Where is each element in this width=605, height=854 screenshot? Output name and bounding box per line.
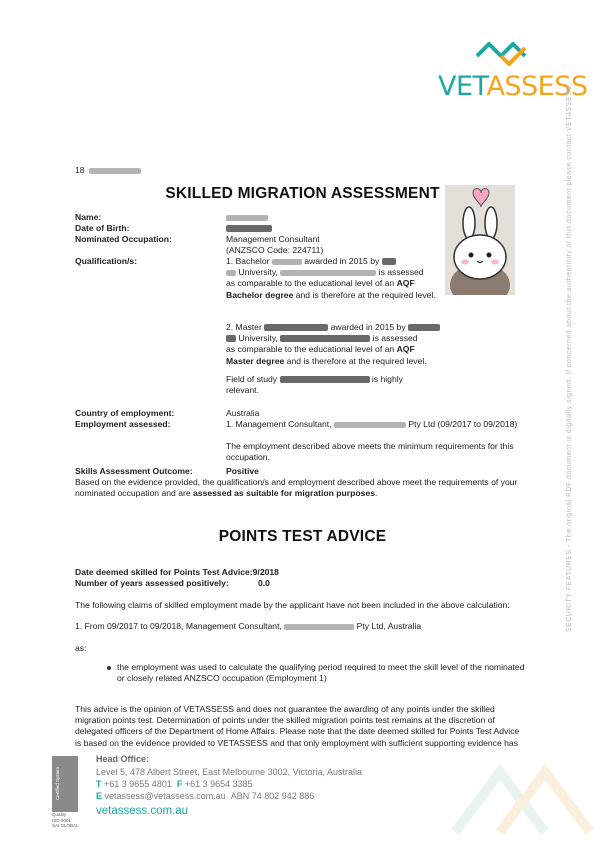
assessment-title: SKILLED MIGRATION ASSESSMENT <box>165 185 440 202</box>
dob-label: Date of Birth: <box>75 223 130 233</box>
employment-label: Employment assessed: <box>75 419 171 429</box>
logo-chevron-icon <box>471 38 541 74</box>
dob-value <box>226 223 272 234</box>
date-skilled: Date deemed skilled for Points Test Advice:9/2018 <box>75 567 279 577</box>
bullet-text: the employment was used to calculate the qualifying period required to meet the skill level of the nominated or closely related ANZSCO occupation (Employment 1) <box>117 662 525 684</box>
document-date: 18 <box>75 165 141 176</box>
qualification-2: 2. Master awarded in 2015 by University, is assessed as comparable to the educational level of an AQF Master degree and is therefore at the required level. <box>226 322 440 367</box>
employment-note: The employment described above meets the minimum requirements for this occupation. <box>226 441 514 463</box>
outcome-value: Positive <box>226 466 259 476</box>
phone-fax: T +61 3 9655 4801 F +61 3 9654 3385 <box>96 779 253 789</box>
occupation-value: Management Consultant <box>226 234 320 244</box>
applicant-photo <box>445 185 515 295</box>
claim-item: 1. From 09/2017 to 09/2018, Management Consultant, Pty Ltd, Australia <box>75 621 422 631</box>
qualification-label: Qualification/s: <box>75 256 138 266</box>
employment-value: 1. Management Consultant, Pty Ltd (09/2017 to 09/2018) <box>226 419 518 429</box>
country-value: Australia <box>226 408 260 418</box>
redacted-date <box>89 168 141 174</box>
head-office-label: Head Office: <box>96 754 150 764</box>
address: Level 5, 478 Albert Street, East Melbourne 3002, Victoria, Australia <box>96 767 362 777</box>
occupation-label: Nominated Occupation: <box>75 234 172 244</box>
logo-text-vet: VET <box>438 71 487 102</box>
years-assessed-label: Number of years assessed positively: <box>75 578 229 588</box>
anzsco-code: (ANZSCO Code: 224711) <box>226 245 324 255</box>
country-label: Country of employment: <box>75 408 175 418</box>
bunny-sticker-icon <box>445 185 515 295</box>
outcome-label: Skills Assessment Outcome: <box>75 466 193 476</box>
name-label: Name: <box>75 212 102 222</box>
claims-text: The following claims of skilled employment made by the applicant have not been included in the above calculation: <box>75 600 510 610</box>
points-test-title: POINTS TEST ADVICE <box>218 528 387 545</box>
advice-paragraph: This advice is the opinion of VETASSESS and does not guarantee the awarding of any points under the skilled migration points test. Determination of points under the skilled migration points test remains at the discretion of delegated officers of the Department of Home Affairs. Please note that the date deemed skilled for Points Test Advice is based on the evidence provided to VETASSESS and that only employment with sufficient supporting evidence has <box>75 704 520 748</box>
iso-certification-badge: Certified System <box>52 756 78 812</box>
bullet-dot <box>107 666 111 670</box>
iso-text: Quality ISO 9001 SAI GLOBAL <box>52 812 79 828</box>
logo-text-assess: ASSESS <box>486 71 588 102</box>
qualification-1: 1. Bachelor awarded in 2015 by University, is assessed as comparable to the educational level of an AQF Bachelor degree and is therefore at the required level. <box>226 256 436 300</box>
name-value <box>226 212 268 223</box>
security-features-text: SECURITY FEATURES - The original PDF document is digitally signed. If concerned about the authenticity of this document please contact VETASSESS. <box>566 83 573 632</box>
email-abn: E vetassess@vetassess.com.au ABN 74 802 942 886 <box>96 791 315 801</box>
field-of-study: Field of study is highly relevant. <box>226 374 403 396</box>
vetassess-logo <box>436 38 588 108</box>
website-link[interactable]: vetassess.com.au <box>96 805 189 817</box>
footer-watermark-icon <box>445 752 595 842</box>
outcome-text: Based on the evidence provided, the qualification/s and employment described above meet the requirements of your nominated occupation and are assessed as suitable for migration purposes. <box>75 477 518 499</box>
as-label: as: <box>75 643 87 653</box>
years-assessed-value: 0.0 <box>258 578 270 588</box>
email-link[interactable]: vetassess@vetassess.com.au <box>104 791 226 801</box>
